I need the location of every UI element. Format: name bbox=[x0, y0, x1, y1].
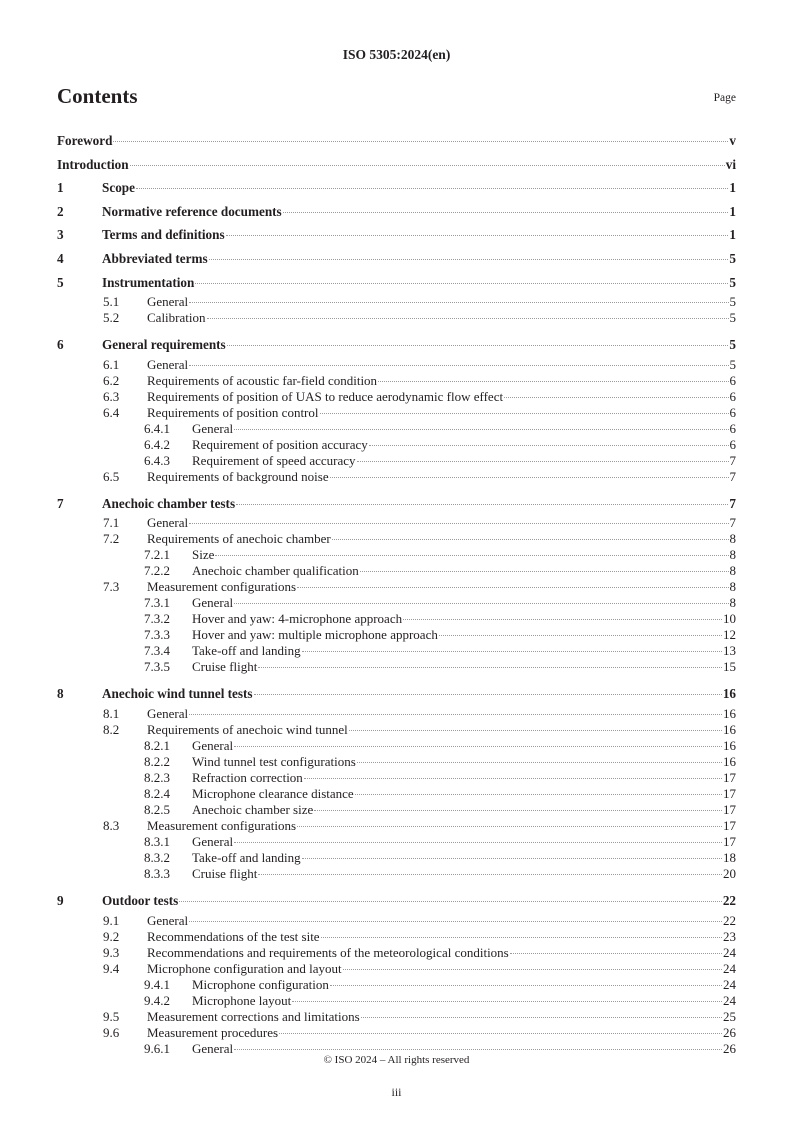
toc-entry[interactable] bbox=[57, 271, 736, 295]
dot-leader bbox=[113, 141, 728, 142]
toc-entry[interactable] bbox=[57, 738, 736, 754]
toc-entry-number: 7.3 bbox=[103, 579, 120, 595]
dot-leader bbox=[369, 445, 729, 446]
toc-entry-title[interactable]: Requirements of background noise bbox=[147, 468, 329, 484]
toc-entry[interactable] bbox=[57, 770, 736, 786]
toc-entry-number: 7.3.3 bbox=[144, 627, 170, 643]
toc-entry-number: 8 bbox=[57, 686, 64, 702]
toc-entry-page[interactable]: 1 bbox=[729, 203, 736, 219]
toc-entry-number: 8.2 bbox=[103, 721, 120, 737]
toc-entry-title[interactable]: Microphone layout bbox=[192, 992, 292, 1008]
dot-leader bbox=[297, 826, 722, 827]
toc-entry-page[interactable]: 5 bbox=[729, 294, 736, 310]
toc-entry-page[interactable]: 5 bbox=[729, 356, 736, 372]
dot-leader bbox=[321, 937, 722, 938]
toc-entry[interactable] bbox=[57, 176, 736, 200]
toc-entry-number: 8.2.4 bbox=[144, 785, 170, 801]
toc-entry-number: 6.3 bbox=[103, 388, 120, 404]
toc-entry-page[interactable]: 24 bbox=[723, 976, 736, 992]
toc-entry-page[interactable]: 24 bbox=[723, 992, 736, 1008]
toc-entry-page[interactable]: 8 bbox=[729, 547, 736, 563]
toc-entry-title[interactable]: General bbox=[147, 705, 189, 721]
toc-entry[interactable] bbox=[57, 333, 736, 357]
toc-entry[interactable] bbox=[57, 515, 736, 531]
toc-entry-number: 7.1 bbox=[103, 515, 120, 531]
dot-leader bbox=[343, 969, 722, 970]
toc-entry-page[interactable]: 16 bbox=[722, 686, 736, 702]
toc-entry-number: 8.2.2 bbox=[144, 753, 170, 769]
toc-entry-page[interactable]: 16 bbox=[723, 705, 736, 721]
dot-leader bbox=[130, 165, 725, 166]
toc-entry[interactable] bbox=[57, 405, 736, 421]
toc-entry-number: 6.2 bbox=[103, 372, 120, 388]
toc-entry-title[interactable]: Anechoic chamber qualification bbox=[192, 563, 359, 579]
dot-leader bbox=[179, 901, 721, 902]
dot-leader bbox=[361, 1017, 722, 1018]
dot-leader bbox=[292, 1001, 722, 1002]
toc-entry-title[interactable]: Terms and definitions bbox=[102, 227, 225, 243]
toc-entry[interactable] bbox=[57, 977, 736, 993]
toc-entry[interactable] bbox=[57, 993, 736, 1009]
dot-leader bbox=[226, 235, 729, 236]
toc-entry[interactable] bbox=[57, 945, 736, 961]
section-gap bbox=[57, 675, 736, 682]
toc-entry-title[interactable]: General bbox=[147, 515, 189, 531]
dot-leader bbox=[349, 730, 722, 731]
dot-leader bbox=[302, 651, 722, 652]
toc-entry-page[interactable]: v bbox=[729, 133, 736, 148]
toc-entry[interactable] bbox=[57, 129, 736, 153]
toc-entry-title[interactable]: General bbox=[192, 420, 234, 436]
toc-entry-title[interactable]: Calibration bbox=[147, 310, 206, 326]
toc-entry[interactable] bbox=[57, 850, 736, 866]
toc-entry-page[interactable]: 8 bbox=[729, 563, 736, 579]
dot-leader bbox=[215, 555, 728, 556]
toc-entry[interactable] bbox=[57, 547, 736, 563]
toc-entry-page[interactable]: 18 bbox=[723, 849, 736, 865]
toc-entry-title[interactable]: Requirements of anechoic chamber bbox=[147, 531, 331, 547]
toc-entry-page[interactable]: 13 bbox=[723, 643, 736, 659]
dot-leader bbox=[320, 413, 729, 414]
dot-leader bbox=[136, 188, 728, 189]
toc-entry-title[interactable]: Cruise flight bbox=[192, 865, 258, 881]
toc-entry-title[interactable]: Foreword bbox=[57, 133, 113, 148]
toc-entry-number: 6 bbox=[57, 337, 64, 353]
dot-leader bbox=[189, 365, 728, 366]
toc-entry-number: 8.3 bbox=[103, 817, 120, 833]
toc-entry-title[interactable]: Requirements of position control bbox=[147, 404, 319, 420]
toc-entry-page[interactable]: 12 bbox=[723, 627, 736, 643]
toc-entry-title[interactable]: Size bbox=[192, 547, 215, 563]
toc-entry[interactable] bbox=[57, 754, 736, 770]
toc-entry-title[interactable]: Requirement of position accuracy bbox=[192, 436, 368, 452]
toc-entry-page[interactable]: 6 bbox=[729, 388, 736, 404]
page-number: iii bbox=[391, 1085, 402, 1099]
toc-entry-number: 8.3.3 bbox=[144, 865, 170, 881]
toc-entry[interactable] bbox=[57, 643, 736, 659]
toc-entry[interactable] bbox=[57, 563, 736, 579]
contents-heading: Contents bbox=[57, 84, 138, 108]
toc-entry[interactable] bbox=[57, 389, 736, 405]
toc-entry[interactable] bbox=[57, 866, 736, 882]
toc-entry-number: 5 bbox=[57, 274, 64, 290]
toc-entry-number: 1 bbox=[57, 180, 64, 196]
toc-entry-page[interactable]: 17 bbox=[723, 785, 736, 801]
toc-entry-page[interactable]: 5 bbox=[729, 274, 736, 290]
toc-entry-title[interactable]: Hover and yaw: multiple microphone approach bbox=[192, 627, 438, 643]
toc-entry-title[interactable]: Microphone clearance distance bbox=[192, 785, 354, 801]
toc-entry[interactable] bbox=[57, 611, 736, 627]
dot-leader bbox=[403, 619, 722, 620]
toc-entry-number: 2 bbox=[57, 203, 64, 219]
toc-entry-number: 8.1 bbox=[103, 705, 120, 721]
toc-entry-page[interactable]: 24 bbox=[723, 960, 736, 976]
toc-entry-title[interactable]: General bbox=[147, 294, 189, 310]
toc-entry-page[interactable]: 7 bbox=[729, 495, 736, 511]
toc-entry-page[interactable]: 17 bbox=[723, 801, 736, 817]
toc-entry[interactable] bbox=[57, 834, 736, 850]
toc-entry-title[interactable]: Take-off and landing bbox=[192, 643, 301, 659]
toc-entry-title[interactable]: Recommendations of the test site bbox=[147, 928, 320, 944]
toc-entry-page[interactable]: 16 bbox=[723, 721, 736, 737]
toc-entry-page[interactable]: 22 bbox=[723, 912, 736, 928]
document-id-header: ISO 5305:2024(en) bbox=[342, 47, 451, 62]
toc-entry-number: 7.2 bbox=[103, 531, 120, 547]
toc-entry-page[interactable]: 6 bbox=[729, 372, 736, 388]
dot-leader bbox=[189, 921, 722, 922]
dot-leader bbox=[195, 283, 728, 284]
toc-entry-title[interactable]: Requirements of position of UAS to reduce aerodynamic flow effect bbox=[147, 388, 504, 404]
toc-entry[interactable] bbox=[57, 469, 736, 485]
toc-entry-page[interactable]: 1 bbox=[729, 180, 736, 196]
toc-entry-title[interactable]: Microphone configuration bbox=[192, 976, 329, 992]
toc-entry-number: 8.2.5 bbox=[144, 801, 170, 817]
dot-leader bbox=[330, 477, 729, 478]
toc-entry[interactable] bbox=[57, 373, 736, 389]
toc-entry-title[interactable]: Outdoor tests bbox=[102, 892, 179, 908]
toc-entry[interactable] bbox=[57, 889, 736, 913]
dot-leader bbox=[304, 778, 722, 779]
copyright-notice: © ISO 2024 – All rights reserved bbox=[323, 1054, 470, 1066]
toc-entry-page[interactable]: vi bbox=[725, 156, 736, 172]
dot-leader bbox=[355, 794, 722, 795]
dot-leader bbox=[314, 810, 722, 811]
toc-entry-title[interactable]: Wind tunnel test configurations bbox=[192, 753, 356, 769]
toc-entry[interactable] bbox=[57, 223, 736, 247]
toc-entry[interactable] bbox=[57, 961, 736, 977]
toc-entry-title[interactable]: Recommendations and requirements of the meteorological conditions bbox=[147, 944, 509, 960]
toc-entry-title[interactable]: Requirement of speed accuracy bbox=[192, 452, 356, 468]
toc-entry[interactable] bbox=[57, 421, 736, 437]
toc-entry-number: 5.1 bbox=[103, 294, 120, 310]
toc-entry[interactable] bbox=[57, 153, 736, 177]
toc-entry-number: 9.3 bbox=[103, 944, 120, 960]
section-gap bbox=[57, 882, 736, 889]
toc-entry-number: 7.2.1 bbox=[144, 547, 170, 563]
toc-entry-number: 9.6.1 bbox=[144, 1040, 170, 1056]
toc-entry-title[interactable]: Scope bbox=[102, 180, 135, 196]
dot-leader bbox=[357, 461, 729, 462]
toc-entry[interactable] bbox=[57, 492, 736, 516]
toc-entry-number: 7.3.4 bbox=[144, 643, 170, 659]
toc-entry-number: 9 bbox=[57, 892, 64, 908]
toc-entry-page[interactable]: 24 bbox=[723, 944, 736, 960]
dot-leader bbox=[378, 381, 728, 382]
toc-entry-title[interactable]: Measurement configurations bbox=[147, 579, 297, 595]
dot-leader bbox=[258, 874, 722, 875]
toc-entry-title[interactable]: Measurement configurations bbox=[147, 817, 297, 833]
toc-entry-number: 8.2.1 bbox=[144, 737, 170, 753]
toc-entry-title[interactable]: Introduction bbox=[57, 156, 129, 172]
toc-entry-page[interactable]: 17 bbox=[723, 833, 736, 849]
toc-entry[interactable] bbox=[57, 1009, 736, 1025]
section-gap bbox=[57, 326, 736, 333]
dot-leader bbox=[209, 259, 729, 260]
toc-entry-title[interactable]: General bbox=[147, 356, 189, 372]
toc-entry-number: 6.4.1 bbox=[144, 420, 170, 436]
toc-entry-page[interactable]: 6 bbox=[729, 436, 736, 452]
toc-entry-number: 8.2.3 bbox=[144, 769, 170, 785]
page-column-label: Page bbox=[713, 92, 736, 104]
toc-entry-page[interactable]: 26 bbox=[723, 1024, 736, 1040]
toc-entry-number: 9.5 bbox=[103, 1008, 120, 1024]
toc-entry-page[interactable]: 17 bbox=[723, 769, 736, 785]
toc-entry-page[interactable]: 20 bbox=[723, 865, 736, 881]
toc-entry-title[interactable]: Normative reference documents bbox=[102, 203, 282, 219]
toc-entry-number: 9.6 bbox=[103, 1024, 120, 1040]
toc-entry[interactable] bbox=[57, 200, 736, 224]
toc-entry[interactable] bbox=[57, 706, 736, 722]
dot-leader bbox=[254, 694, 722, 695]
toc-entry-page[interactable]: 26 bbox=[723, 1040, 736, 1056]
toc-entry[interactable] bbox=[57, 579, 736, 595]
toc-entry-title[interactable]: Hover and yaw: 4-microphone approach bbox=[192, 611, 403, 627]
dot-leader bbox=[189, 714, 722, 715]
toc-entry-number: 6.4 bbox=[103, 404, 120, 420]
dot-leader bbox=[360, 571, 729, 572]
toc-entry-title[interactable]: Requirements of anechoic wind tunnel bbox=[147, 721, 348, 737]
toc-entry-page[interactable]: 7 bbox=[729, 515, 736, 531]
toc-entry-page[interactable]: 17 bbox=[723, 817, 736, 833]
toc-entry-page[interactable]: 25 bbox=[723, 1008, 736, 1024]
toc-entry-page[interactable]: 6 bbox=[729, 404, 736, 420]
toc-entry-page[interactable]: 6 bbox=[729, 420, 736, 436]
table-of-contents bbox=[57, 129, 736, 1057]
toc-entry-title[interactable]: General bbox=[192, 833, 234, 849]
toc-entry[interactable] bbox=[57, 453, 736, 469]
toc-entry-page[interactable]: 23 bbox=[723, 928, 736, 944]
dot-leader bbox=[227, 345, 729, 346]
toc-entry-page[interactable]: 5 bbox=[729, 337, 736, 353]
toc-entry[interactable] bbox=[57, 802, 736, 818]
toc-entry[interactable] bbox=[57, 1025, 736, 1041]
toc-entry-page[interactable]: 16 bbox=[723, 753, 736, 769]
toc-entry-page[interactable]: 10 bbox=[723, 611, 736, 627]
toc-entry-number: 7.2.2 bbox=[144, 563, 170, 579]
toc-entry-number: 6.4.3 bbox=[144, 452, 170, 468]
toc-entry-number: 9.4.2 bbox=[144, 992, 170, 1008]
toc-entry[interactable] bbox=[57, 310, 736, 326]
toc-entry[interactable] bbox=[57, 437, 736, 453]
toc-entry-number: 7 bbox=[57, 495, 64, 511]
toc-entry-number: 8.3.1 bbox=[144, 833, 170, 849]
toc-entry-title[interactable]: Microphone configuration and layout bbox=[147, 960, 342, 976]
toc-entry[interactable] bbox=[57, 659, 736, 675]
dot-leader bbox=[330, 985, 722, 986]
dot-leader bbox=[332, 539, 729, 540]
toc-entry-page[interactable]: 7 bbox=[729, 452, 736, 468]
section-gap bbox=[57, 485, 736, 492]
toc-entry-number: 7.3.2 bbox=[144, 611, 170, 627]
toc-entry-title[interactable]: Anechoic chamber size bbox=[192, 801, 314, 817]
toc-entry[interactable] bbox=[57, 929, 736, 945]
toc-entry-title[interactable]: Anechoic wind tunnel tests bbox=[102, 686, 253, 702]
toc-entry-title[interactable]: Measurement procedures bbox=[147, 1024, 279, 1040]
dot-leader bbox=[283, 212, 729, 213]
toc-entry-number: 6.5 bbox=[103, 468, 120, 484]
toc-entry-title[interactable]: General bbox=[147, 912, 189, 928]
toc-entry-title[interactable]: Cruise flight bbox=[192, 659, 258, 675]
dot-leader bbox=[504, 397, 728, 398]
dot-leader bbox=[302, 858, 722, 859]
dot-leader bbox=[189, 523, 728, 524]
dot-leader bbox=[258, 667, 722, 668]
toc-entry[interactable] bbox=[57, 913, 736, 929]
toc-entry-page[interactable]: 16 bbox=[723, 737, 736, 753]
toc-entry-page[interactable]: 1 bbox=[729, 227, 736, 243]
toc-entry-title[interactable]: Anechoic chamber tests bbox=[102, 495, 236, 511]
toc-entry-title[interactable]: Refraction correction bbox=[192, 769, 303, 785]
toc-entry[interactable] bbox=[57, 627, 736, 643]
toc-entry-title[interactable]: General bbox=[192, 1040, 234, 1056]
toc-entry[interactable] bbox=[57, 531, 736, 547]
toc-entry-title[interactable]: General bbox=[192, 595, 234, 611]
toc-entry-title[interactable]: Measurement corrections and limitations bbox=[147, 1008, 360, 1024]
toc-entry-title[interactable]: Requirements of acoustic far-field condition bbox=[147, 372, 378, 388]
dot-leader bbox=[234, 746, 722, 747]
toc-entry-title[interactable]: General bbox=[192, 737, 234, 753]
dot-leader bbox=[234, 603, 728, 604]
toc-entry[interactable] bbox=[57, 294, 736, 310]
dot-leader bbox=[234, 842, 722, 843]
toc-entry-number: 9.2 bbox=[103, 928, 120, 944]
toc-entry-page[interactable]: 7 bbox=[729, 468, 736, 484]
toc-entry-number: 8.3.2 bbox=[144, 849, 170, 865]
toc-entry-number: 9.4 bbox=[103, 960, 120, 976]
dot-leader bbox=[279, 1033, 722, 1034]
dot-leader bbox=[236, 504, 728, 505]
toc-entry-number: 5.2 bbox=[103, 310, 120, 326]
dot-leader bbox=[510, 953, 722, 954]
toc-entry[interactable] bbox=[57, 722, 736, 738]
dot-leader bbox=[189, 302, 728, 303]
toc-entry-title[interactable]: General requirements bbox=[102, 337, 226, 353]
toc-entry[interactable] bbox=[57, 247, 736, 271]
toc-entry-title[interactable]: Abbreviated terms bbox=[102, 250, 208, 266]
toc-entry-number: 9.1 bbox=[103, 912, 120, 928]
toc-entry-number: 6.4.2 bbox=[144, 436, 170, 452]
toc-entry-page[interactable]: 8 bbox=[729, 531, 736, 547]
toc-entry[interactable] bbox=[57, 357, 736, 373]
toc-entry[interactable] bbox=[57, 786, 736, 802]
toc-entry-number: 7.3.1 bbox=[144, 595, 170, 611]
toc-entry[interactable] bbox=[57, 682, 736, 706]
toc-entry-number: 3 bbox=[57, 227, 64, 243]
dot-leader bbox=[439, 635, 722, 636]
dot-leader bbox=[234, 429, 728, 430]
toc-entry[interactable] bbox=[57, 595, 736, 611]
toc-entry-page[interactable]: 8 bbox=[729, 595, 736, 611]
toc-entry-page[interactable]: 15 bbox=[723, 659, 736, 675]
toc-entry[interactable] bbox=[57, 818, 736, 834]
toc-entry-page[interactable]: 5 bbox=[729, 250, 736, 266]
toc-entry-page[interactable]: 5 bbox=[729, 310, 736, 326]
dot-leader bbox=[297, 587, 728, 588]
toc-entry-page[interactable]: 8 bbox=[729, 579, 736, 595]
toc-entry-title[interactable]: Instrumentation bbox=[102, 274, 195, 290]
toc-entry-number: 4 bbox=[57, 250, 64, 266]
toc-entry-title[interactable]: Take-off and landing bbox=[192, 849, 301, 865]
dot-leader bbox=[234, 1049, 722, 1050]
dot-leader bbox=[207, 318, 729, 319]
toc-entry-number: 9.4.1 bbox=[144, 976, 170, 992]
dot-leader bbox=[357, 762, 722, 763]
toc-entry-page[interactable]: 22 bbox=[722, 892, 736, 908]
toc-entry-number: 6.1 bbox=[103, 356, 120, 372]
toc-entry-number: 7.3.5 bbox=[144, 659, 170, 675]
